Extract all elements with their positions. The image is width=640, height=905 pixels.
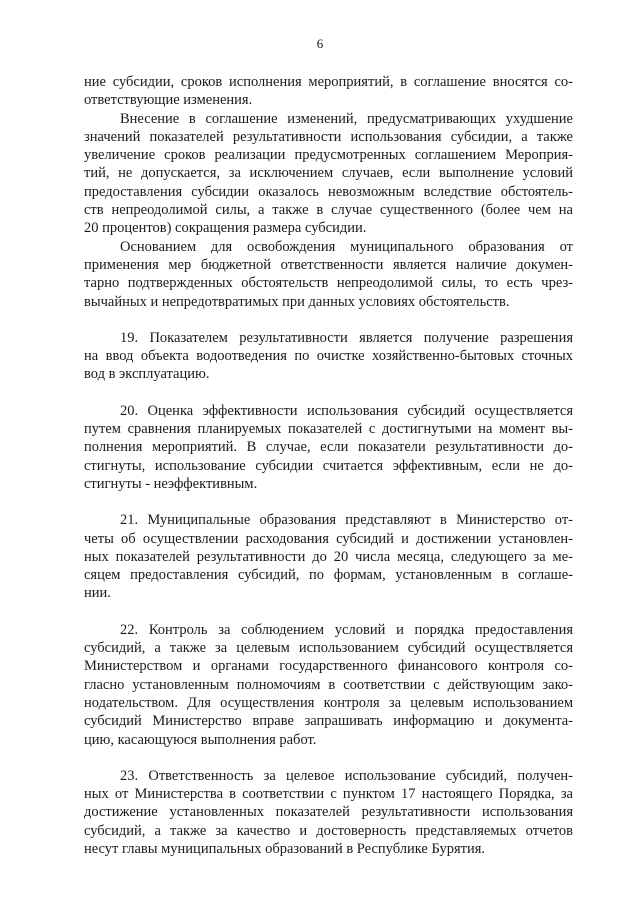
paragraph-exemption: [84, 238, 573, 311]
text-line: значений показателей результативности использования субсидии, а также: [84, 128, 573, 145]
text-line: Внесение в соглашение изменений, предусматривающих ухудшение: [120, 110, 573, 127]
text-line: тий, не допускается, за исключением случаев, если выполнение условий: [84, 165, 573, 182]
text-line: тарно подтвержденных обстоятельств непреодолимой силы, то есть чрез-: [84, 275, 573, 292]
paragraph-spacer: [84, 311, 573, 329]
text-line: цию, касающуюся выполнения работ.: [84, 731, 317, 748]
page-number: 6: [316, 36, 324, 51]
text-line: 22. Контроль за соблюдением условий и порядка предоставления: [120, 621, 573, 638]
text-line: предоставления субсидии оказалось невозможным вследствие обстоятель-: [84, 183, 573, 200]
text-line: нодательством. Для осуществления контроля за целевым использованием: [84, 694, 573, 711]
text-line: нии.: [84, 585, 111, 602]
text-line: гласно установленным полномочиям в соответствии с действующим зако-: [84, 676, 573, 693]
text-line: 20 процентов) сокращения размера субсидии.: [84, 220, 367, 237]
text-line: увеличение сроков реализации предусмотренных соглашением Мероприя-: [84, 147, 573, 164]
text-line: ние субсидии, сроков исполнения мероприятий, в соглашение вносятся со-: [84, 74, 573, 90]
text-line: 21. Муниципальные образования представляют в Министерство от-: [120, 512, 573, 529]
text-line: несут главы муниципальных образований в Республике Бурятия.: [84, 840, 486, 857]
text-line: достижение установленных показателей результативности использования: [84, 804, 573, 821]
text-line: ств непреодолимой силы, а также в случае существенного (более чем на: [84, 202, 573, 219]
text-line: ных от Министерства в соответствии с пунктом 17 настоящего Порядка, за: [84, 786, 573, 803]
text-line: полнения мероприятий. В случае, если показатели результативности до-: [84, 439, 573, 456]
paragraph-20: [84, 402, 573, 493]
text-line: ных показателей результативности до 20 числа месяца, следующего за ме-: [84, 548, 573, 565]
text-line: применения мер бюджетной ответственности является наличие докумен-: [84, 256, 573, 273]
text-line: вод в эксплуатацию.: [84, 366, 210, 383]
paragraph-spacer: [84, 384, 573, 402]
text-line: субсидий, а также за целевым использованием субсидий осуществляется: [84, 640, 573, 657]
text-line: 19. Показателем результативности является получение разрешения: [120, 329, 573, 346]
text-line: стигнуты - неэффективным.: [84, 475, 258, 492]
paragraph-spacer: [84, 493, 573, 511]
text-line: вычайных и непредотвратимых при данных условиях обстоятельств.: [84, 293, 510, 310]
paragraph-21: [84, 511, 573, 602]
document-body: [84, 73, 573, 858]
text-line: субсидий, а также за качество и достоверность представляемых отчетов: [84, 822, 573, 839]
text-line: сяцем предоставления субсидий, по формам, установленным в соглаше-: [84, 567, 573, 584]
paragraph-23: [84, 767, 573, 858]
paragraph-continuation: [84, 73, 573, 110]
paragraph-amendments: [84, 110, 573, 238]
paragraph-19: [84, 329, 573, 384]
text-line: стигнуты, использование субсидии считается эффективным, если не до-: [84, 457, 573, 474]
text-line: четы об осуществлении расходования субсидий и достижении установлен-: [84, 530, 573, 547]
text-line: субсидий Министерство вправе запрашивать информацию и документа-: [84, 713, 573, 730]
text-line: на ввод объекта водоотведения по очистке хозяйственно-бытовых сточных: [84, 348, 573, 365]
paragraph-spacer: [84, 749, 573, 767]
text-line: путем сравнения планируемых показателей с достигнутыми на момент вы-: [84, 421, 573, 438]
text-line: 20. Оценка эффективности использования субсидий осуществляется: [120, 402, 573, 419]
text-line: Основанием для освобождения муниципального образования от: [120, 238, 573, 255]
text-line: Министерством и органами государственного финансового контроля со-: [84, 658, 573, 675]
paragraph-spacer: [84, 603, 573, 621]
text-line: 23. Ответственность за целевое использование субсидий, получен-: [120, 767, 573, 784]
text-line: ответствующие изменения.: [84, 92, 253, 109]
paragraph-22: [84, 621, 573, 749]
